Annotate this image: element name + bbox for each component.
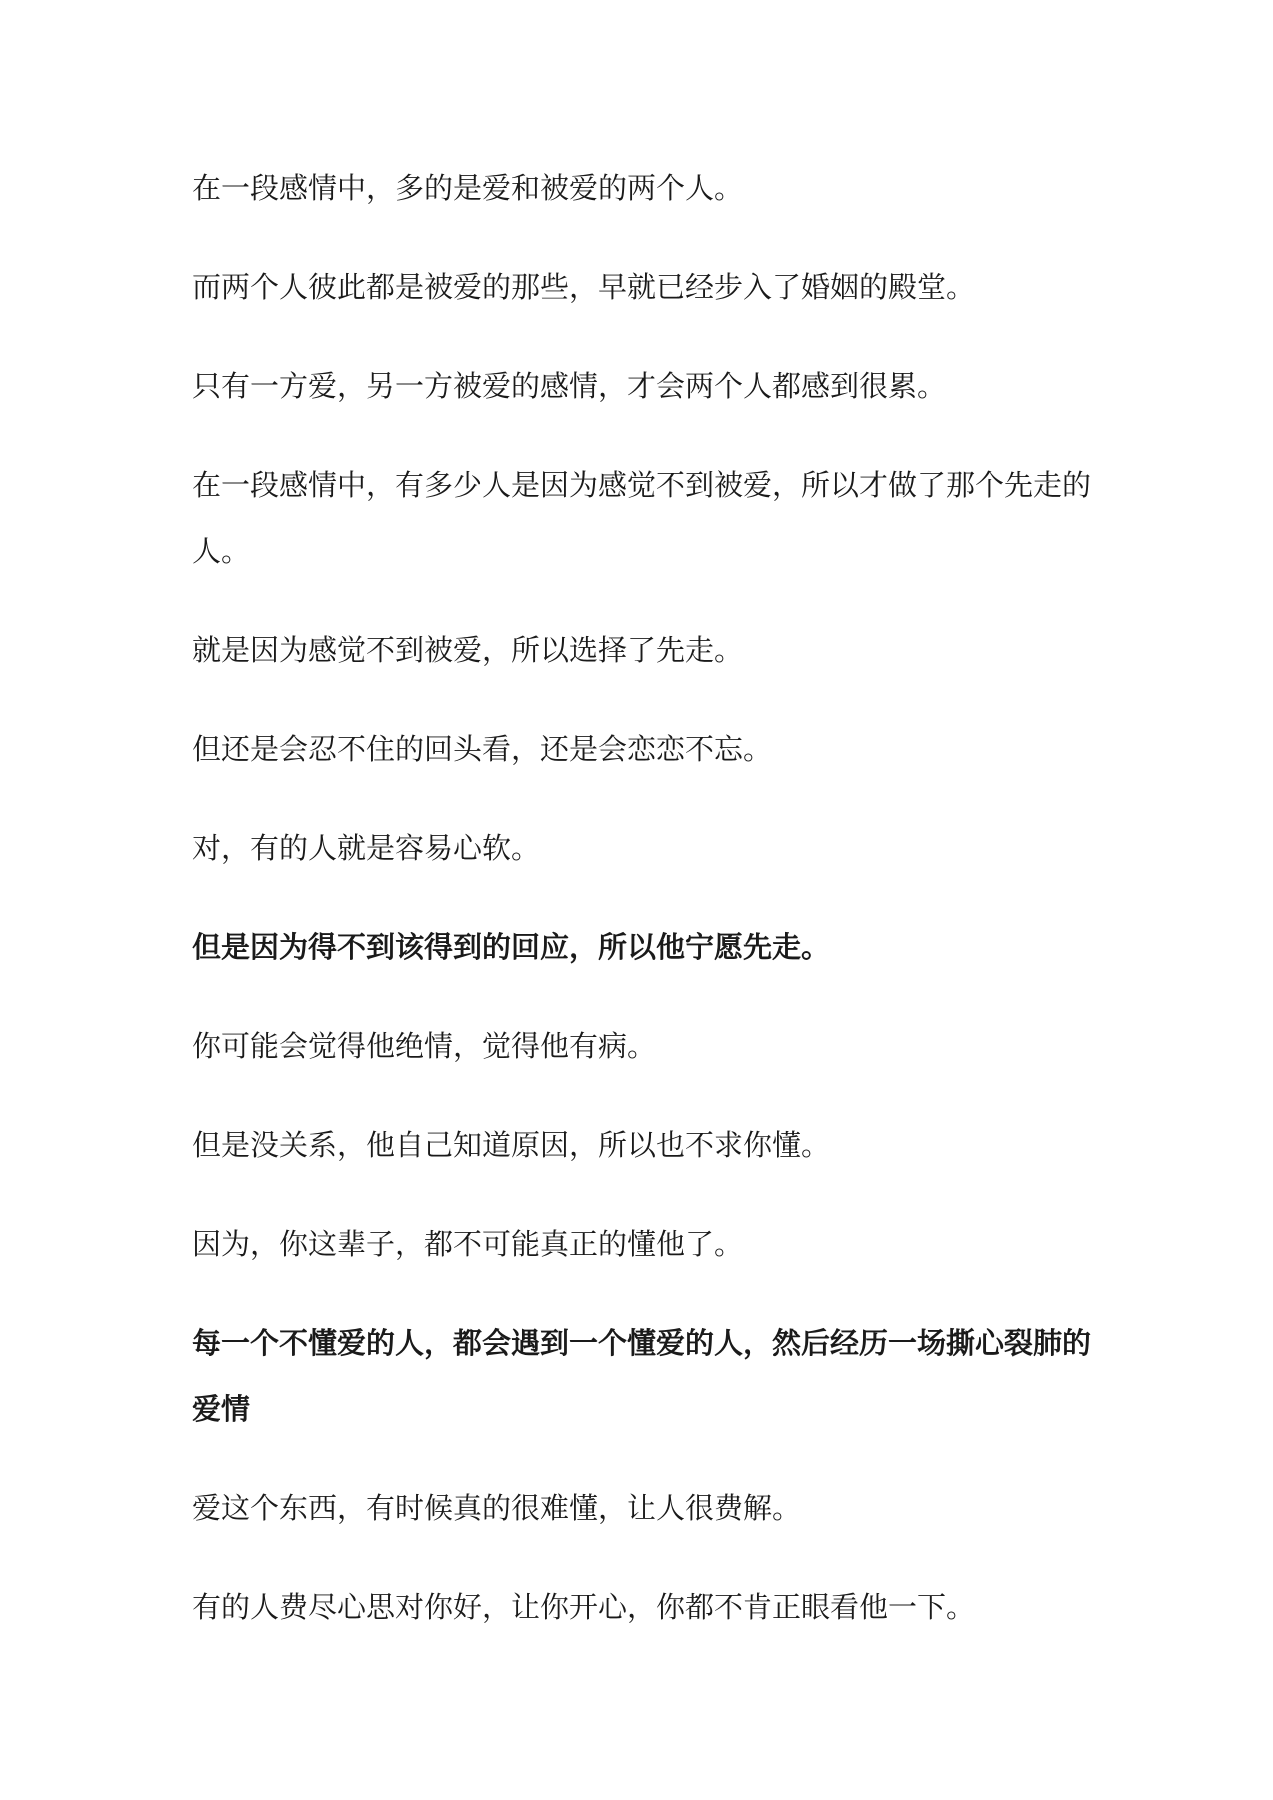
paragraph-4: 在一段感情中，有多少人是因为感觉不到被爱，所以才做了那个先走的人。 bbox=[192, 468, 1092, 568]
paragraph-11: 因为，你这辈子，都不可能真正的懂他了。 bbox=[192, 1227, 744, 1261]
paragraph-13: 爱这个东西，有时候真的很难懂，让人很费解。 bbox=[192, 1491, 802, 1525]
paragraph-5: 就是因为感觉不到被爱，所以选择了先走。 bbox=[192, 633, 744, 667]
paragraph-1: 在一段感情中，多的是爱和被爱的两个人。 bbox=[192, 171, 744, 205]
paragraph-6: 但还是会忍不住的回头看，还是会恋恋不忘。 bbox=[192, 732, 773, 766]
paragraph-7: 对，有的人就是容易心软。 bbox=[192, 831, 541, 865]
paragraph-9: 你可能会觉得他绝情，觉得他有病。 bbox=[192, 1029, 657, 1063]
paragraph-12-bold: 每一个不懂爱的人，都会遇到一个懂爱的人，然后经历一场撕心裂肺的爱情 bbox=[192, 1326, 1092, 1426]
paragraph-14: 有的人费尽心思对你好，让你开心，你都不肯正眼看他一下。 bbox=[192, 1590, 976, 1624]
paragraph-10: 但是没关系，他自己知道原因，所以也不求你懂。 bbox=[192, 1128, 831, 1162]
paragraph-8-bold: 但是因为得不到该得到的回应，所以他宁愿先走。 bbox=[192, 930, 831, 964]
paragraph-3: 只有一方爱，另一方被爱的感情，才会两个人都感到很累。 bbox=[192, 369, 947, 403]
paragraph-2: 而两个人彼此都是被爱的那些，早就已经步入了婚姻的殿堂。 bbox=[192, 270, 976, 304]
